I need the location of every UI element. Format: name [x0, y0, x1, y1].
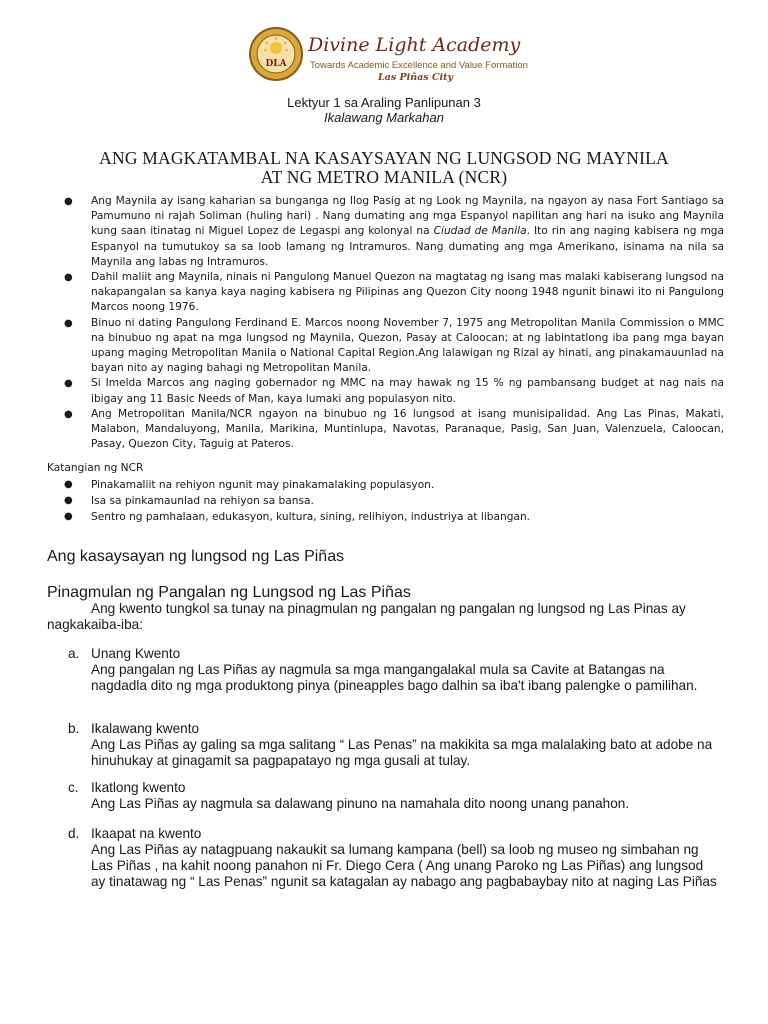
bullet-icon: ● [64, 378, 73, 390]
list-item: ● Isa sa pinkamaunlad na rehiyon sa bansa. [64, 495, 314, 507]
bullet-icon: ● [64, 511, 73, 522]
list-item: ● Sentro ng pamhalaan, edukasyon, kultura, sining, relihiyon, industriya at libangan. [64, 511, 531, 523]
list-item: ● Si Imelda Marcos ang naging gobernador ng MMC na may hawak ng 15 % ng pambansang budget at nag nais na ibigay ang 11 Basic Needs of Man, kaya lumaki ang populasyon nito. [64, 377, 724, 405]
story-body: Ang Las Piñas ay galing sa mga salitang “ Las Penas” na makikita sa mga malalaking bato at adobe na hinuhukay at ginagamit sa pagpapatayo ng mga gusali at tulay. [91, 737, 713, 768]
bullet-icon: ● [64, 408, 73, 420]
ncr-traits-list [64, 477, 724, 525]
story-letter: d. [68, 826, 80, 841]
school-seal-icon [248, 26, 304, 82]
lecture-title: Lektyur 1 sa Araling Panlipunan 3 [287, 95, 481, 110]
list-item: ● Pinakamaliit na rehiyon ngunit may pinakamalaking populasyon. [64, 479, 435, 491]
main-title [40, 149, 728, 187]
school-tagline: Towards Academic Excellence and Value Formation [310, 60, 528, 71]
story-body: Ang Las Piñas ay nagmula sa dalawang pinuno na namahala dito noong unang panahon. [91, 796, 630, 811]
bullet-icon: ● [64, 196, 73, 207]
ncr-heading: Katangian ng NCR [47, 462, 144, 474]
story-title: Ikaapat na kwento [91, 826, 202, 841]
story-letter: a. [68, 646, 80, 661]
main-title-line1: ANG MAGKATAMBAL NA KASAYSAYAN NG LUNGSOD NG MAYNILA [99, 148, 669, 168]
list-item: ● Binuo ni dating Pangulong Ferdinand E. Marcos noong November 7, 1975 ang Metropolitan Manila Commission o MMC na binubuo ng apat na mga lungsod ng Maynila, Quezon, Pasay at Caloocan; at ng labintatlong iba pang mga bayan upang maging Metropolitan Manila o National Capital Region.Ang lalawigan ng Rizal ay hinati, ang pinakamauunlad na bayan nito ay naging bahagi ng Metropolitan Manila. [64, 316, 724, 375]
manila-history-list [64, 194, 724, 452]
story-title: Ikalawang kwento [91, 721, 200, 736]
seal-initials: DLA [265, 59, 287, 69]
list-item: ● Dahil maliit ang Maynila, ninais ni Pangulong Manuel Quezon na magtatag ng isang mas malaki kabiserang lungsod na nakapangalan sa kanya kaya naging kabisera ng Pilipinas ang Quezon City noong 1948 ngunit binawi ito ni Pangulong Marcos noong 1976. [64, 271, 724, 314]
story-title: Unang Kwento [91, 646, 181, 661]
school-name: Divine Light Academy [308, 34, 521, 56]
story-title: Ikatlong kwento [91, 780, 186, 795]
list-item: ● Ang Maynila ay isang kaharian sa bunganga ng Ilog Pasig at ng Look ng Maynila, na ngayon ay nasa Fort Santiago sa Pamumuno ni rajah Soliman (huling hari) . Nang dumating ang mga Espanyol napilitan ang hari na isuko ang Maynila kung saan itinatag ni Miguel Lopez de Legaspi ang kolonyal na Ciudad de Manila. Ito rin ang naging kabisera ng mga Espanyol na tumutukoy sa sa loob lamang ng Intramuros. Nang dumating ang mga Amerikano, isinama na nila sa Maynila ang labas ng Intramuros. [64, 195, 724, 268]
section-heading: Ang kasaysayan ng lungsod ng Las Piñas [47, 548, 345, 565]
story-letter: b. [68, 721, 80, 736]
italic-term: Ciudad de Manila [433, 225, 527, 238]
list-item: ● Ang Metropolitan Manila/NCR ngayon na binubuo ng 16 lungsod at isang munisipalidad. Ang Las Pinas, Makati, Malabon, Mandaluyong, Manila, Marikina, Muntinlupa, Navotas, Paranaque, Pasig, San Juan, Valenzuela, Caloocan, Pasay, Quezon City, Taguig at Pateros. [64, 407, 724, 451]
bullet-icon: ● [64, 272, 73, 284]
school-logo [248, 24, 528, 84]
subsection-heading: Pinagmulan ng Pangalan ng Lungsod ng Las Piñas [47, 584, 411, 601]
story-body: Ang Las Piñas ay natagpuang nakaukit sa lumang kampana (bell) sa loob ng museo ng simbahan ng Las Piñas , na kahit noong panahon ni Fr. Diego Cera ( Ang unang Paroko ng Las Piñas) ang lungsod ay tinatawag ng “ Las Penas” ngunit sa katagalan ay nabago ang pagbabaybay nito at naging Las Piñas [91, 842, 717, 889]
bullet-icon: ● [64, 495, 73, 506]
school-city: Las Piñas City [378, 72, 454, 83]
bullet-icon: ● [64, 479, 73, 490]
main-title-line2: AT NG METRO MANILA (NCR) [260, 167, 508, 187]
intro-paragraph: Ang kwento tungkol sa tunay na pinagmulan ng pangalan ng pangalan ng lungsod ng Las Pinas ay nagkakaiba-iba: [47, 601, 686, 632]
story-letter: c. [68, 780, 79, 795]
quarter-label: Ikalawang Markahan [324, 110, 444, 125]
story-body: Ang pangalan ng Las Piñas ay nagmula sa mga mangangalakal mula sa Cavite at Batangas na nagdadla dito ng mga produktong pinya (pineapples bago dalhin sa iba't ibang palengke o pamilihan. [91, 662, 698, 693]
bullet-icon: ● [64, 317, 73, 329]
